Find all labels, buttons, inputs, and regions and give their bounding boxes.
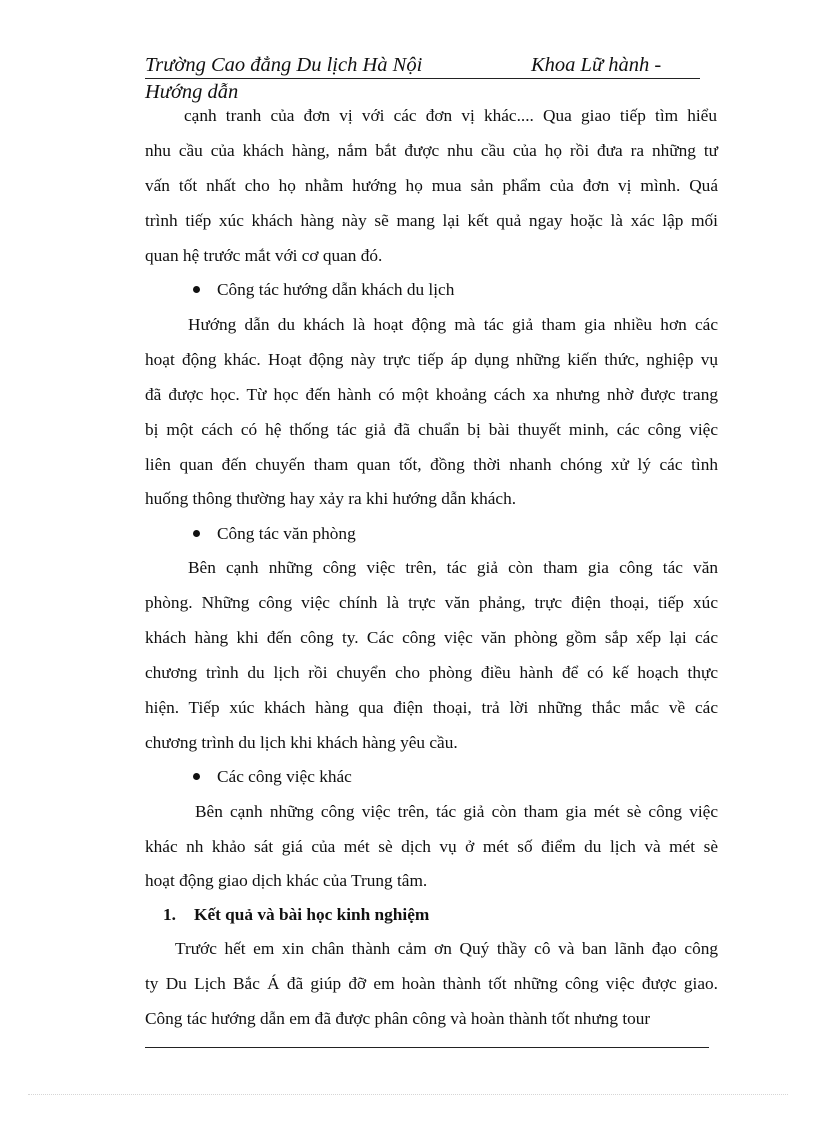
paragraph-line: đã được học. Từ học đến hành có một khoảng cách xa nhưng nhờ được trang — [145, 385, 718, 404]
paragraph-line: Bên cạnh những công việc trên, tác giả còn tham gia công tác văn — [188, 558, 718, 577]
paragraph-line: trình tiếp xúc khách hàng này sẽ mang lại kết quả ngay hoặc là xác lập mối — [145, 211, 718, 230]
bullet-item: Các công việc khác — [217, 767, 352, 786]
bullet-item: Công tác hướng dẫn khách du lịch — [217, 280, 455, 299]
paragraph-line: khác nh khảo sát giá của mét sè dịch vụ ở mét số điểm du lịch và mét sè — [145, 837, 718, 856]
bullet-item: Công tác văn phòng — [217, 524, 356, 543]
paragraph-line: huống thông thường hay xảy ra khi hướng dẫn khách. — [145, 489, 517, 508]
bullet-icon — [193, 286, 200, 293]
paragraph-line: Công tác hướng dẫn em đã được phân công và hoàn thành tốt nhưng tour — [145, 1009, 651, 1028]
paragraph-line: hoạt động khác. Hoạt động này trực tiếp áp dụng những kiến thức, nghiệp vụ — [145, 350, 718, 369]
footer-rule — [145, 1047, 709, 1048]
paragraph-line: khách hàng khi đến công ty. Các công việc văn phòng gồm sắp xếp lại các — [145, 628, 718, 647]
header-department-cont: Hướng dẫn — [145, 81, 239, 103]
section-heading: Kết quả và bài học kinh nghiệm — [194, 905, 430, 924]
page-edge — [28, 1094, 788, 1095]
paragraph-line: chương trình du lịch khi khách hàng yêu cầu. — [145, 733, 458, 752]
paragraph-line: nhu cầu của khách hàng, nắm bắt được nhu cầu của họ rồi đưa ra những tư — [145, 141, 718, 160]
paragraph-line: Bên cạnh những công việc trên, tác giả còn tham gia mét sè công việc — [195, 802, 718, 821]
paragraph-line: vấn tốt nhất cho họ nhằm hướng họ mua sản phẩm của đơn vị mình. Quá — [145, 176, 718, 195]
paragraph-line: ty Du Lịch Bắc Á đã giúp đỡ em hoàn thành tốt những công việc được giao. — [145, 974, 718, 993]
paragraph-line: hoạt động giao dịch khác của Trung tâm. — [145, 871, 428, 890]
bullet-icon — [193, 530, 200, 537]
header-school-name: Trường Cao đẳng Du lịch Hà Nội — [145, 54, 423, 76]
paragraph-line: Hướng dẫn du khách là hoạt động mà tác giả tham gia nhiều hơn các — [188, 315, 718, 334]
paragraph-line: cạnh tranh của đơn vị với các đơn vị khác.... Qua giao tiếp tìm hiểu — [184, 106, 717, 125]
paragraph-line: chương trình du lịch rồi chuyển cho phòng điều hành để có kế hoạch thực — [145, 663, 718, 682]
section-number: 1. — [163, 905, 176, 924]
page-header — [145, 52, 700, 105]
header-department: Khoa Lữ hành - — [531, 54, 662, 76]
paragraph-line: quan hệ trước mắt với cơ quan đó. — [145, 246, 383, 265]
bullet-icon — [193, 773, 200, 780]
header-rule — [145, 52, 700, 79]
paragraph-line: phòng. Những công việc chính là trực văn phảng, trực điện thoại, tiếp xúc — [145, 593, 718, 612]
paragraph-line: hiện. Tiếp xúc khách hàng qua điện thoại, trả lời những thắc mắc về các — [145, 698, 718, 717]
paragraph-line: bị một cách có hệ thống tác giả đã chuẩn bị bài thuyết minh, các công việc — [145, 420, 718, 439]
paragraph-line: liên quan đến chuyến tham quan tốt, đồng thời nhanh chóng xử lý các tình — [145, 455, 718, 474]
paragraph-line: Trước hết em xin chân thành cảm ơn Quý thầy cô và ban lãnh đạo công — [175, 939, 718, 958]
